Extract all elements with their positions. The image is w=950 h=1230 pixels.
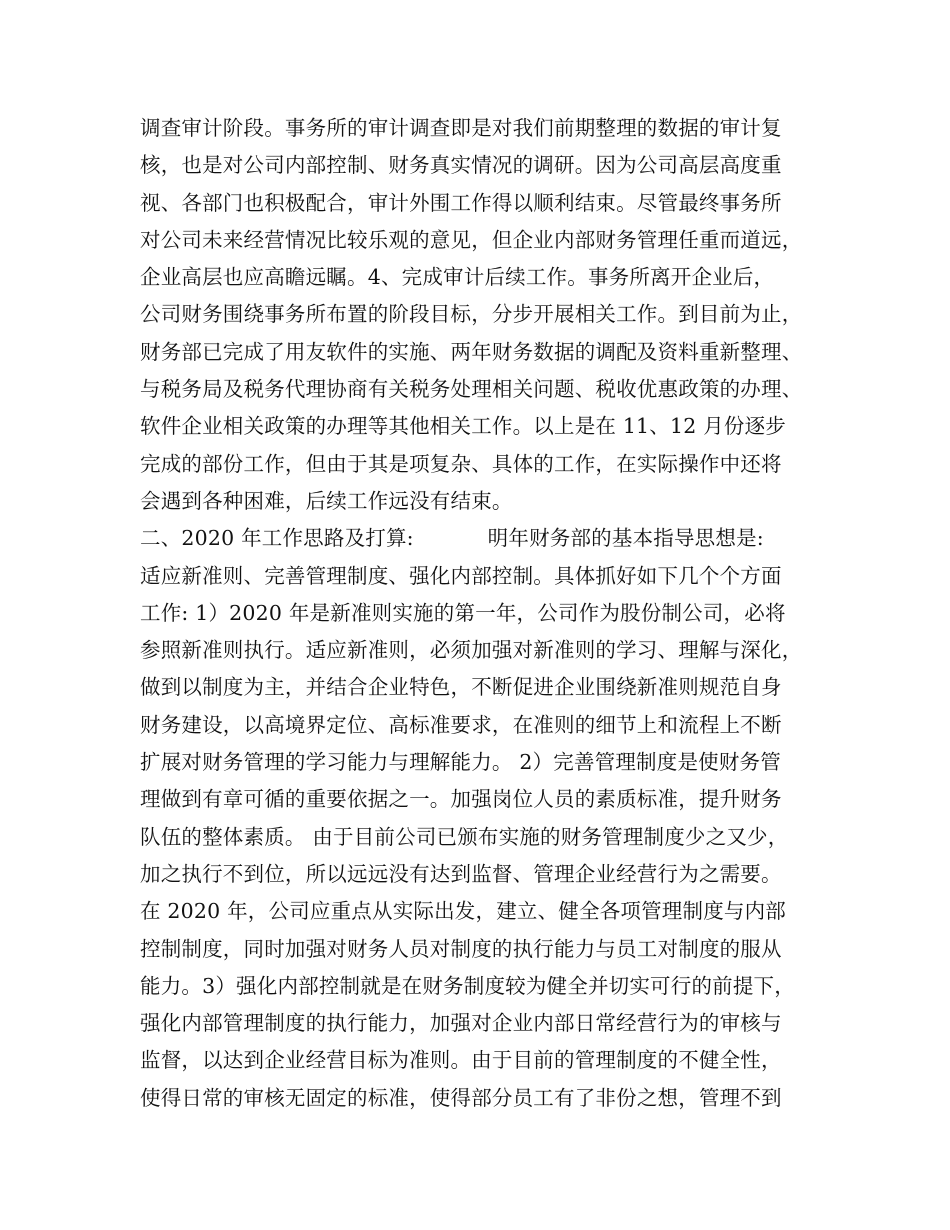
text-line: 监督，以达到企业经营目标为准则。由于目前的管理制度的不健全性，	[140, 1048, 782, 1073]
text-line: 软件企业相关政策的办理等其他相关工作。以上是在 11、12 月份逐步	[140, 414, 787, 439]
text-line: 视、各部门也积极配合，审计外围工作得以顺利结束。尽管最终事务所	[140, 190, 782, 215]
text-line: 完成的部份工作，但由于其是项复杂、具体的工作，在实际操作中还将	[140, 451, 782, 476]
text-line: 扩展对财务管理的学习能力与理解能力。 2）完善管理制度是使财务管	[140, 750, 781, 775]
text-line: 理做到有章可循的重要依据之一。加强岗位人员的素质标准，提升财务	[140, 787, 782, 812]
text-line: 财务建设，以高境界定位、高标准要求，在准则的细节上和流程上不断	[140, 712, 782, 737]
text-line: 财务部已完成了用友软件的实施、两年财务数据的调配及资料重新整理、	[140, 339, 803, 364]
text-line: 与税务局及税务代理协商有关税务处理相关问题、税收优惠政策的办理、	[140, 377, 803, 402]
text-line: 工作: 1）2020 年是新准则实施的第一年，公司作为股份制公司，必将	[140, 600, 786, 625]
text-line: 能力。3）强化内部控制就是在财务制度较为健全并切实可行的前提下，	[140, 973, 795, 998]
body-text	[140, 110, 840, 1117]
text-line: 队伍的整体素质。 由于目前公司已颁布实施的财务管理制度少之又少，	[140, 824, 789, 849]
text-line: 加之执行不到位，所以远远没有达到监督、管理企业经营行为之需要。	[140, 861, 782, 886]
text-line: 对公司未来经营情况比较乐观的意见，但企业内部财务管理任重而道远，	[140, 227, 803, 252]
text-line: 会遇到各种困难，后续工作远没有结束。	[140, 488, 513, 513]
text-line: 参照新准则执行。适应新准则，必须加强对新准则的学习、理解与深化，	[140, 638, 803, 663]
text-line: 核，也是对公司内部控制、财务真实情况的调研。因为公司高层高度重	[140, 153, 782, 178]
text-line: 在 2020 年，公司应重点从实际出发，建立、健全各项管理制度与内部	[140, 899, 787, 924]
section-heading-line: 二、2020 年工作思路及打算: 明年财务部的基本指导思想是:	[140, 526, 764, 551]
text-line: 控制制度，同时加强对财务人员对制度的执行能力与员工对制度的服从	[140, 936, 782, 961]
text-line: 使得日常的审核无固定的标准，使得部分员工有了非份之想，管理不到	[140, 1085, 782, 1110]
text-line: 企业高层也应高瞻远瞩。4、完成审计后续工作。事务所离开企业后，	[140, 265, 775, 290]
text-line: 调查审计阶段。事务所的审计调查即是对我们前期整理的数据的审计复	[140, 116, 782, 140]
text-line: 适应新准则、完善管理制度、强化内部控制。具体抓好如下几个个方面	[140, 563, 782, 588]
text-line: 公司财务围绕事务所布置的阶段目标，分步开展相关工作。到目前为止，	[140, 302, 803, 327]
text-line: 强化内部管理制度的执行能力，加强对企业内部日常经营行为的审核与	[140, 1011, 782, 1036]
text-line: 做到以制度为主，并结合企业特色，不断促进企业围绕新准则规范自身	[140, 675, 782, 700]
